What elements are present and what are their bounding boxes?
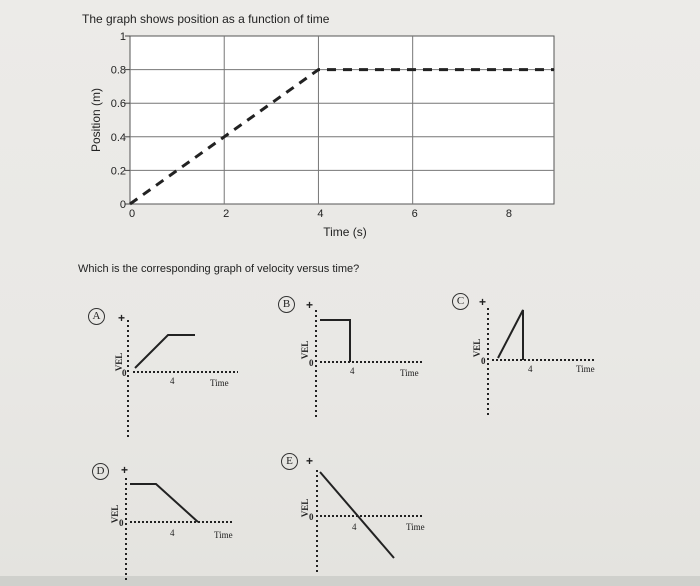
option-a-plus: + <box>118 311 126 325</box>
y-tick-labels <box>111 31 126 211</box>
option-c-plus: + <box>479 295 487 309</box>
option-d-vel-label: VEL <box>110 504 120 524</box>
series-point <box>224 136 225 137</box>
option-e-tick-label: 4 <box>352 522 357 532</box>
option-b-time-label: Time <box>400 368 419 378</box>
y-tick-label: 0.6 <box>110 98 126 111</box>
option-d-plus: + <box>121 463 129 477</box>
option-d-velocity-line <box>130 484 198 522</box>
x-tick-label: 4 <box>317 208 324 220</box>
option-b-badge[interactable]: B <box>278 296 295 313</box>
option-a-tick-label: 4 <box>170 376 175 386</box>
chart-grid <box>125 36 554 204</box>
x-tick-label: 2 <box>223 208 230 220</box>
y-tick-label: 0.8 <box>110 64 126 77</box>
series-point <box>318 69 319 70</box>
option-c-graph[interactable] <box>466 288 616 418</box>
x-tick-label: 6 <box>411 208 418 220</box>
y-tick-label: 1 <box>119 31 126 43</box>
option-e-badge[interactable]: E <box>281 453 298 470</box>
question-prompt: The graph shows position as a function of time <box>82 12 330 26</box>
position-time-chart <box>0 0 700 250</box>
option-a-zero-label: 0 <box>122 368 127 378</box>
x-tick-label: 8 <box>505 208 512 220</box>
question-subprompt: Which is the corresponding graph of velocity versus time? <box>78 263 360 275</box>
option-c-velocity-line <box>498 310 523 360</box>
option-c-zero-label: 0 <box>481 356 486 366</box>
option-b-velocity-line <box>320 320 350 362</box>
option-a-velocity-line <box>135 335 195 368</box>
option-c-time-label: Time <box>576 364 595 374</box>
x-tick-label: 0 <box>128 208 136 220</box>
option-c-vel-label: VEL <box>472 338 482 358</box>
option-a-vel-label: VEL <box>114 352 124 372</box>
y-tick-label: 0.4 <box>110 131 126 144</box>
option-e-vel-label: VEL <box>300 498 310 518</box>
option-e-graph[interactable] <box>292 450 442 575</box>
option-e-plus: + <box>306 454 314 468</box>
option-b-zero-label: 0 <box>309 358 314 368</box>
option-d-badge[interactable]: D <box>92 463 109 480</box>
option-d-zero-label: 0 <box>119 518 124 528</box>
y-tick-label: 0.2 <box>110 165 126 178</box>
series-point <box>130 204 131 205</box>
option-e-time-label: Time <box>406 522 425 532</box>
option-b-graph[interactable] <box>292 290 442 420</box>
option-b-tick-label: 4 <box>350 366 355 376</box>
option-d-time-label: Time <box>214 530 233 540</box>
option-c-badge[interactable]: C <box>452 293 469 310</box>
option-d-graph[interactable] <box>104 458 254 583</box>
y-axis-label: Position (m) <box>89 87 103 153</box>
option-c-tick-label: 4 <box>528 364 533 374</box>
x-tick-labels <box>129 208 512 220</box>
x-axis-label: Time (s) <box>323 225 367 239</box>
option-a-graph[interactable] <box>100 300 250 430</box>
option-e-zero-label: 0 <box>309 512 314 522</box>
plot-area <box>130 36 554 204</box>
option-a-time-label: Time <box>210 378 229 388</box>
option-a-badge[interactable]: A <box>88 308 105 325</box>
series-point <box>554 69 555 70</box>
option-d-tick-label: 4 <box>170 528 175 538</box>
option-b-plus: + <box>306 298 314 312</box>
option-b-vel-label: VEL <box>300 340 310 360</box>
option-e-velocity-line <box>320 472 394 558</box>
y-tick-label: 0 <box>119 199 126 211</box>
